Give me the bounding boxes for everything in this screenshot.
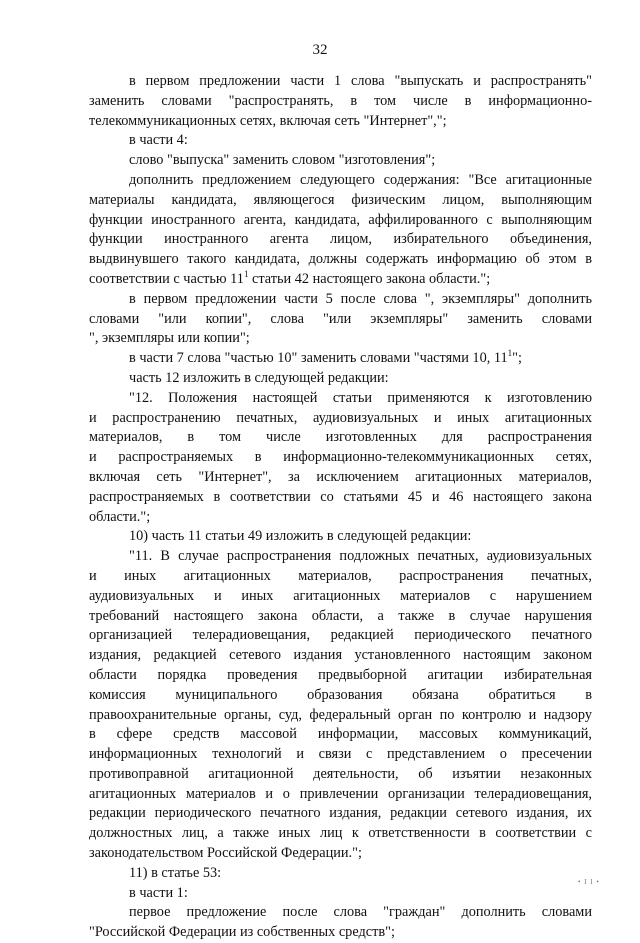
text-line: дополнить предложением следующего содержания: "Все агитационные (129, 171, 592, 188)
text-line: в сфере средств массовой информации, массовых коммуникаций, (89, 726, 592, 743)
text-line: заменить словами "распространять, в том числе в информационно- (89, 92, 592, 109)
text-line: "Российской Федерации из собственных средств"; (89, 924, 395, 941)
text-line: должностных лиц, а также иных лиц к ответственности в соответствии с (89, 825, 592, 842)
text-line: противоправной агитационной деятельности, об изъятии незаконных (89, 765, 592, 782)
page-number: 32 (312, 42, 328, 58)
text-line: организацией телерадиовещания, редакцией периодического печатного (89, 627, 592, 644)
text-line: издания, редакцией сетевого издания установленного настоящим законом (89, 647, 592, 664)
text-line: словами "или копии", слова "или экземпляры" заменить словами (89, 310, 592, 327)
text-line: требований настоящего закона области, а также в случае нарушения (89, 607, 592, 624)
text-line: агитационных материалов и о привлечении организации телерадиовещания, (89, 785, 592, 802)
text-line: правоохранительные органы, суд, федеральный орган по контролю и надзору (89, 706, 592, 723)
text-line: в первом предложении части 5 после слова ", экземпляры" дополнить (129, 290, 592, 307)
text-line: и иных агитационных материалов, распространения печатных, (89, 567, 592, 584)
text-line: в части 4: (129, 132, 188, 149)
text-line: ", экземпляры или копии"; (89, 330, 250, 347)
text-line: и распространяемых в информационно-телекоммуникационных сетях, (89, 449, 592, 466)
text-line: "12. Положения настоящей статьи применяются к изготовлению (129, 389, 592, 406)
text-line: слово "выпуска" заменить словом "изготовления"; (129, 152, 436, 169)
text-line: функции иностранного агента, кандидата, аффилированного с выполняющим (89, 211, 592, 228)
text-line: аудиовизуальных и иных агитационных материалов с нарушением (89, 587, 592, 604)
footer-mark: • I I • (578, 878, 600, 886)
text-line: в части 1: (129, 884, 188, 901)
text-line: "11. В случае распространения подложных печатных, аудиовизуальных (129, 548, 592, 565)
text-line: выдвинувшего такого кандидата, должны содержать информацию об этом в (89, 251, 592, 268)
text-line: первое предложение после слова "граждан" дополнить словами (129, 904, 592, 921)
text-line: комиссия муниципального образования обязана обратиться в (89, 686, 592, 703)
text-line: в части 7 слова "частью 10" заменить словами "частями 10, $11^1$"; (129, 348, 522, 367)
text-line: 10) часть 11 статьи 49 изложить в следующей редакции: (129, 528, 472, 545)
text-line: функции иностранного агента лицом, избирательного объединения, (89, 231, 592, 248)
text-line: материалов, в том числе изготовленных для распространения (89, 429, 592, 446)
document-body (89, 72, 592, 943)
text-line: в первом предложении части 1 слова "выпускать и распространять" (129, 73, 592, 89)
text-line: 11) в статье 53: (129, 864, 222, 881)
text-line: распространяемых в соответствии со статьями 45 и 46 настоящего закона (89, 488, 592, 505)
text-line: соответствии с частью $11^1$ статьи 42 настоящего закона области."; (89, 268, 491, 287)
text-line: информационных технологий и связи с представлением о пресечении (89, 746, 592, 763)
text-line: материалы кандидата, являющегося физическим лицом, выполняющим (89, 191, 592, 208)
text-line: и распространению печатных, аудиовизуальных и иных агитационных (89, 409, 592, 426)
text-line: телекоммуникационных сетях, включая сеть "Интернет","; (89, 112, 447, 129)
text-line: законодательством Российской Федерации."; (89, 845, 362, 862)
text-line: области."; (89, 508, 151, 525)
text-line: часть 12 изложить в следующей редакции: (129, 369, 389, 386)
text-line: области порядка проведения предвыборной агитации избирательная (89, 666, 592, 683)
text-line: редакции периодического печатного издания, редакции сетевого издания, их (89, 805, 592, 822)
text-line: включая сеть "Интернет", за исключением агитационных материалов, (89, 468, 592, 485)
